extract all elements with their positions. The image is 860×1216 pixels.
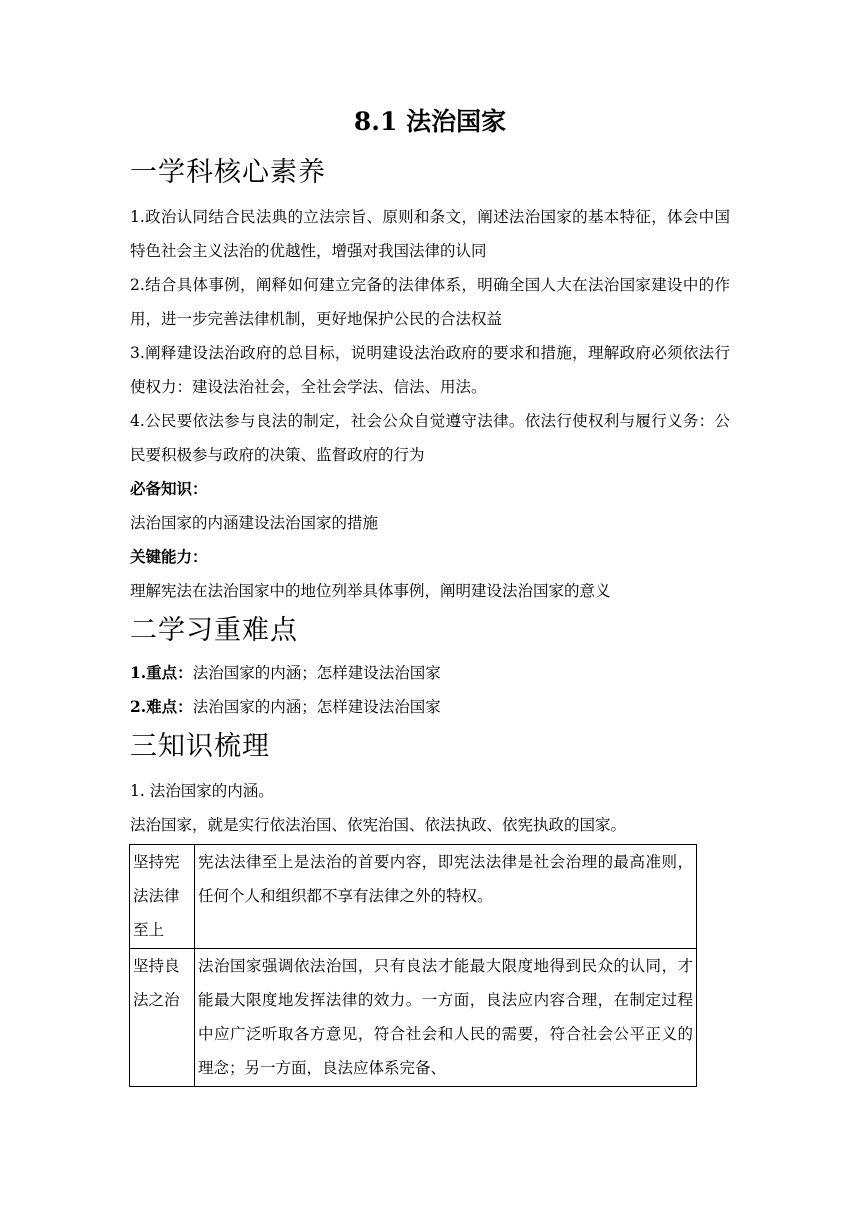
- table-cell-key: 坚持良法之治: [130, 949, 195, 1087]
- difficult-point-text: 法治国家的内涵；怎样建设法治国家: [192, 698, 441, 716]
- difficult-point-line: [130, 690, 730, 724]
- key-point-label: 1.重点：: [130, 663, 193, 682]
- difficult-point-label: 2.难点：: [130, 697, 193, 716]
- core-literacy-item-2: 2.结合具体事例，阐释如何建立完备的法律体系，明确全国人大在法治国家建设中的作用，进一步完善法律机制，更好地保护公民的合法权益: [130, 276, 730, 328]
- key-ability-label: 关键能力：: [130, 547, 208, 566]
- table-row: [130, 949, 697, 1087]
- table-row: [130, 845, 697, 949]
- section-heading-core-literacy: 一学科核心素养: [130, 157, 326, 188]
- essential-knowledge-label: 必备知识：: [130, 479, 208, 498]
- section-heading-knowledge-review: 三知识梳理: [130, 731, 270, 762]
- core-literacy-item-3: 3.阐释建设法治政府的总目标，说明建设法治政府的要求和措施，理解政府必须依法行使权力：建设法治社会，全社会学法、信法、用法。: [130, 344, 730, 396]
- table-cell-value: 法治国家强调依法治国，只有良法才能最大限度地得到民众的认同，才能最大限度地发挥法律的效力。一方面，良法应内容合理，在制定过程中应广泛听取各方意见，符合社会和人民的需要，符合社会公平正义的理念；另一方面，良法应体系完备、: [195, 949, 697, 1087]
- document-title: 8.1 法治国家: [353, 107, 507, 136]
- core-literacy-item-1: 1.政治认同结合民法典的立法宗旨、原则和条文，阐述法治国家的基本特征，体会中国特色社会主义法治的优越性，增强对我国法律的认同: [130, 208, 730, 260]
- table-cell-value: 宪法法律至上是法治的首要内容，即宪法法律是社会治理的最高准则，任何个人和组织都不享有法律之外的特权。: [195, 845, 697, 949]
- table-cell-key: 坚持宪法法律至上: [130, 845, 195, 949]
- key-point-text: 法治国家的内涵；怎样建设法治国家: [192, 664, 441, 682]
- section-heading-key-points: 二学习重难点: [130, 615, 298, 646]
- key-ability-text: 理解宪法在法治国家中的地位列举具体事例，阐明建设法治国家的意义: [130, 582, 611, 600]
- core-literacy-item-4: 4.公民要依法参与良法的制定，社会公众自觉遵守法律。依法行使权利与履行义务：公民要积极参与政府的决策、监督政府的行为: [130, 412, 730, 464]
- key-point-line: [130, 656, 730, 690]
- rule-of-law-definition: 法治国家，就是实行依法治国、依宪治国、依法执政、依宪执政的国家。: [130, 816, 627, 834]
- essential-knowledge-text: 法治国家的内涵建设法治国家的措施: [130, 514, 379, 532]
- knowledge-subheading: 1. 法治国家的内涵。: [130, 782, 274, 800]
- rule-of-law-table: [129, 844, 697, 1087]
